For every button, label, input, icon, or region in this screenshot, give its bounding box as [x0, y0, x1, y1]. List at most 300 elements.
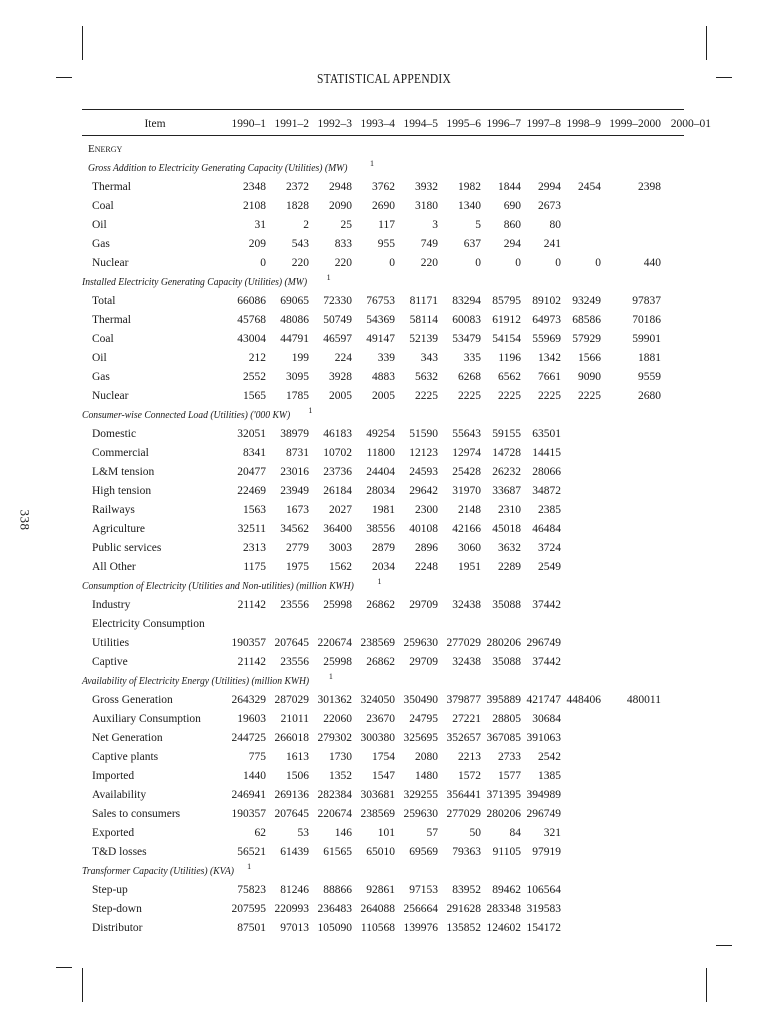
table-row — [82, 748, 711, 767]
table-cell: 2896 — [415, 542, 438, 554]
table-cell: 97153 — [409, 884, 438, 896]
table-cell: 59901 — [632, 333, 661, 345]
table-cell — [601, 539, 661, 558]
table-cell: 57 — [426, 827, 438, 839]
table-cell — [601, 615, 661, 634]
column-header-year: 1990–1 — [231, 118, 266, 130]
table-cell: 12974 — [452, 447, 481, 459]
table-cell: 50 — [469, 827, 481, 839]
column-header-year: 1997–8 — [526, 118, 561, 130]
table-cell: 325695 — [403, 732, 438, 744]
table-cell: 57929 — [572, 333, 601, 345]
table-row — [82, 881, 711, 900]
page-number: 338 — [17, 509, 33, 531]
table-cell: 301362 — [317, 694, 352, 706]
table-cell — [661, 634, 711, 653]
table-cell: 124602 — [486, 922, 521, 934]
table-cell: 207645 — [274, 808, 309, 820]
table-cell: 9090 — [578, 371, 601, 383]
table-cell: 2027 — [329, 504, 352, 516]
row-label: Oil — [92, 352, 107, 364]
table-cell: 259630 — [403, 808, 438, 820]
table-cell: 300380 — [360, 732, 395, 744]
table-cell: 335 — [463, 352, 481, 364]
table-cell — [661, 710, 711, 729]
row-label: Exported — [92, 827, 135, 839]
table-cell: 53 — [297, 827, 309, 839]
table-cell: 21142 — [237, 599, 266, 611]
row-label: Agriculture — [92, 523, 146, 535]
table-cell — [395, 615, 438, 634]
table-cell: 448406 — [566, 694, 601, 706]
table-cell: 26184 — [323, 485, 352, 497]
table-cell: 2225 — [538, 390, 561, 402]
row-label: T&D losses — [92, 846, 147, 858]
table-row — [82, 197, 711, 216]
table-cell: 543 — [291, 238, 309, 250]
table-cell: 83952 — [452, 884, 481, 896]
energy-heading-row — [82, 134, 711, 159]
table-cell — [601, 197, 661, 216]
table-cell: 2313 — [243, 542, 266, 554]
row-label: Utilities — [92, 637, 130, 649]
table-cell: 31 — [254, 219, 266, 231]
table-cell — [661, 539, 711, 558]
table-cell: 81246 — [280, 884, 309, 896]
table-cell — [601, 444, 661, 463]
table-cell — [561, 520, 601, 539]
crop-mark — [706, 968, 707, 1002]
table-cell: 26862 — [366, 599, 395, 611]
column-header-year: 1991–2 — [274, 118, 309, 130]
table-cell — [601, 748, 661, 767]
table-row — [82, 615, 711, 634]
table-cell: 190357 — [231, 637, 266, 649]
table-cell: 6562 — [498, 371, 521, 383]
table-cell: 46597 — [323, 333, 352, 345]
crop-mark — [82, 26, 83, 60]
table-cell: 2148 — [458, 504, 481, 516]
table-cell: 2948 — [329, 181, 352, 193]
table-cell: 10702 — [323, 447, 352, 459]
table-cell — [661, 292, 711, 311]
table-row — [82, 425, 711, 444]
table-cell: 212 — [248, 352, 266, 364]
row-label: L&M tension — [92, 466, 155, 478]
table-cell: 19603 — [237, 713, 266, 725]
table-cell — [661, 767, 711, 786]
table-cell: 29709 — [409, 599, 438, 611]
column-header-year: 1995–6 — [446, 118, 481, 130]
table-cell: 70186 — [632, 314, 661, 326]
statistical-table — [82, 114, 711, 938]
table-cell: 1673 — [286, 504, 309, 516]
row-label: Step-up — [92, 884, 128, 896]
column-header-year: 1998–9 — [566, 118, 601, 130]
table-cell: 3180 — [415, 200, 438, 212]
footnote-marker: 1 — [328, 672, 333, 682]
table-cell: 259630 — [403, 637, 438, 649]
table-cell: 135852 — [446, 922, 481, 934]
table-cell: 23670 — [366, 713, 395, 725]
table-cell — [661, 786, 711, 805]
row-label: Net Generation — [92, 732, 163, 744]
table-row — [82, 767, 711, 786]
table-cell: 264329 — [231, 694, 266, 706]
table-cell: 29642 — [409, 485, 438, 497]
table-cell — [601, 235, 661, 254]
table-cell — [561, 900, 601, 919]
table-row — [82, 178, 711, 197]
table-cell: 1547 — [372, 770, 395, 782]
section-heading-row — [82, 406, 711, 425]
table-cell: 3060 — [458, 542, 481, 554]
table-cell — [561, 558, 601, 577]
table-cell: 2733 — [498, 751, 521, 763]
table-row — [82, 710, 711, 729]
table-cell: 0 — [475, 257, 481, 269]
table-row — [82, 235, 711, 254]
table-cell — [661, 501, 711, 520]
table-cell — [438, 615, 481, 634]
table-cell — [561, 197, 601, 216]
table-row — [82, 843, 711, 862]
table-cell: 1506 — [286, 770, 309, 782]
table-cell: 2090 — [329, 200, 352, 212]
table-cell — [601, 786, 661, 805]
table-cell — [661, 368, 711, 387]
table-cell: 5 — [475, 219, 481, 231]
table-cell: 277029 — [446, 808, 481, 820]
table-cell: 110568 — [360, 922, 395, 934]
table-cell: 61565 — [323, 846, 352, 858]
table-cell: 3003 — [329, 542, 352, 554]
table-cell — [661, 482, 711, 501]
table-cell: 28805 — [492, 713, 521, 725]
table-cell — [661, 900, 711, 919]
table-row — [82, 539, 711, 558]
table-row — [82, 729, 711, 748]
table-cell — [561, 216, 601, 235]
section-title: Availability of Electricity Energy (Utilities) (million KWH) — [82, 676, 310, 687]
table-cell: 3762 — [372, 181, 395, 193]
table-cell: 2248 — [415, 561, 438, 573]
table-cell: 23556 — [280, 656, 309, 668]
table-cell: 207595 — [231, 903, 266, 915]
table-cell: 280206 — [486, 808, 521, 820]
table-cell: 264088 — [360, 903, 395, 915]
table-cell: 87501 — [237, 922, 266, 934]
table-cell: 220993 — [274, 903, 309, 915]
table-cell: 38979 — [280, 428, 309, 440]
table-cell: 105090 — [317, 922, 352, 934]
table-cell: 46484 — [532, 523, 561, 535]
table-cell: 48086 — [280, 314, 309, 326]
table-cell: 379877 — [446, 694, 481, 706]
table-cell: 32438 — [452, 599, 481, 611]
table-cell: 2225 — [458, 390, 481, 402]
table-cell — [661, 235, 711, 254]
table-cell: 199 — [291, 352, 309, 364]
table-row — [82, 805, 711, 824]
table-cell — [561, 824, 601, 843]
table-cell: 2080 — [415, 751, 438, 763]
table-cell: 2385 — [538, 504, 561, 516]
table-cell: 3724 — [538, 542, 561, 554]
table-cell — [561, 843, 601, 862]
table-cell: 220 — [420, 257, 438, 269]
table-cell: 30684 — [532, 713, 561, 725]
table-cell: 224 — [334, 352, 352, 364]
table-cell: 440 — [643, 257, 661, 269]
table-row — [82, 463, 711, 482]
table-cell: 59155 — [492, 428, 521, 440]
table-cell: 69569 — [409, 846, 438, 858]
table-cell: 25 — [340, 219, 352, 231]
table-cell — [561, 881, 601, 900]
table-cell: 775 — [248, 751, 266, 763]
table-row — [82, 520, 711, 539]
table-row — [82, 786, 711, 805]
table-cell: 343 — [420, 352, 438, 364]
table-cell: 46183 — [323, 428, 352, 440]
table-cell: 280206 — [486, 637, 521, 649]
section-heading-row — [82, 577, 711, 596]
section-heading-row — [82, 159, 711, 178]
table-cell: 1196 — [498, 352, 521, 364]
table-top-rule — [82, 109, 684, 110]
table-cell: 2289 — [498, 561, 521, 573]
table-cell: 2300 — [415, 504, 438, 516]
table-cell: 21142 — [237, 656, 266, 668]
table-cell: 1440 — [243, 770, 266, 782]
table-cell — [601, 501, 661, 520]
row-label: All Other — [92, 561, 136, 573]
row-label: Total — [92, 295, 116, 307]
table-cell: 25428 — [452, 466, 481, 478]
table-cell: 3932 — [415, 181, 438, 193]
table-cell: 65010 — [366, 846, 395, 858]
table-cell: 1881 — [638, 352, 661, 364]
table-cell: 2994 — [538, 181, 561, 193]
table-cell: 1754 — [372, 751, 395, 763]
table-cell: 61912 — [492, 314, 521, 326]
table-cell — [661, 216, 711, 235]
table-cell — [561, 425, 601, 444]
table-cell: 241 — [543, 238, 561, 250]
table-cell: 35088 — [492, 656, 521, 668]
table-cell — [661, 558, 711, 577]
table-cell — [661, 691, 711, 710]
table-cell: 294 — [503, 238, 521, 250]
table-cell: 321 — [543, 827, 561, 839]
table-cell: 22060 — [323, 713, 352, 725]
row-label: Nuclear — [92, 390, 129, 402]
table-cell: 12123 — [409, 447, 438, 459]
table-cell: 2 — [303, 219, 309, 231]
table-cell: 58114 — [409, 314, 438, 326]
table-row — [82, 653, 711, 672]
table-cell: 38556 — [366, 523, 395, 535]
table-row — [82, 368, 711, 387]
table-cell: 2673 — [538, 200, 561, 212]
table-cell: 220674 — [317, 637, 352, 649]
table-cell: 279302 — [317, 732, 352, 744]
table-cell: 9559 — [638, 371, 661, 383]
table-cell — [561, 235, 601, 254]
table-cell: 0 — [260, 257, 266, 269]
table-cell: 26232 — [492, 466, 521, 478]
table-cell: 339 — [377, 352, 395, 364]
table-cell: 88866 — [323, 884, 352, 896]
table-cell: 51590 — [409, 428, 438, 440]
table-cell: 3928 — [329, 371, 352, 383]
table-cell — [601, 425, 661, 444]
table-cell: 287029 — [274, 694, 309, 706]
table-row — [82, 292, 711, 311]
section-title: Installed Electricity Generating Capacity (Utilities) (MW) — [82, 277, 308, 288]
crop-mark — [716, 945, 732, 946]
table-cell: 35088 — [492, 599, 521, 611]
table-cell — [561, 653, 601, 672]
table-cell — [661, 919, 711, 938]
table-cell: 371395 — [486, 789, 521, 801]
table-cell: 2005 — [372, 390, 395, 402]
table-row — [82, 254, 711, 273]
table-cell: 69065 — [280, 295, 309, 307]
table-cell: 3 — [432, 219, 438, 231]
table-cell: 2108 — [243, 200, 266, 212]
table-cell: 34872 — [532, 485, 561, 497]
table-cell: 49254 — [366, 428, 395, 440]
table-cell: 329255 — [403, 789, 438, 801]
table-cell: 24404 — [366, 466, 395, 478]
table-cell: 1577 — [498, 770, 521, 782]
table-cell: 89462 — [492, 884, 521, 896]
table-cell: 45768 — [237, 314, 266, 326]
table-cell: 220674 — [317, 808, 352, 820]
table-row — [82, 691, 711, 710]
table-cell — [561, 482, 601, 501]
table-cell — [661, 843, 711, 862]
table-cell: 2348 — [243, 181, 266, 193]
table-header — [82, 114, 711, 134]
table-cell — [601, 881, 661, 900]
table-cell: 97919 — [532, 846, 561, 858]
row-label: Imported — [92, 770, 135, 782]
table-cell — [601, 824, 661, 843]
table-cell — [561, 539, 601, 558]
table-cell: 76753 — [366, 295, 395, 307]
table-cell: 83294 — [452, 295, 481, 307]
crop-mark — [706, 26, 707, 60]
table-cell — [601, 805, 661, 824]
table-cell: 2549 — [538, 561, 561, 573]
section-title: Consumer-wise Connected Load (Utilities) ('000 KW) — [82, 410, 291, 421]
table-cell: 296749 — [526, 637, 561, 649]
table-cell: 190357 — [231, 808, 266, 820]
table-cell: 1981 — [372, 504, 395, 516]
table-cell: 2225 — [578, 390, 601, 402]
table-cell: 23016 — [280, 466, 309, 478]
table-row — [82, 330, 711, 349]
table-cell: 246941 — [231, 789, 266, 801]
table-cell — [601, 653, 661, 672]
section-title: Gross Addition to Electricity Generating Capacity (Utilities) (MW) — [88, 163, 348, 174]
table-cell: 54369 — [366, 314, 395, 326]
row-label: Thermal — [92, 314, 131, 326]
table-cell: 256664 — [403, 903, 438, 915]
table-cell: 6268 — [458, 371, 481, 383]
table-cell: 3095 — [286, 371, 309, 383]
table-row — [82, 216, 711, 235]
table-cell: 32511 — [237, 523, 266, 535]
column-header-year: 1993–4 — [360, 118, 395, 130]
table-cell: 21011 — [280, 713, 309, 725]
table-cell: 2310 — [498, 504, 521, 516]
table-cell: 31970 — [452, 485, 481, 497]
table-cell: 0 — [555, 257, 561, 269]
table-cell: 2225 — [498, 390, 521, 402]
table-cell: 32051 — [237, 428, 266, 440]
table-cell: 2454 — [578, 181, 601, 193]
table-cell — [561, 501, 601, 520]
table-cell: 97837 — [632, 295, 661, 307]
table-cell: 209 — [248, 238, 266, 250]
table-cell — [661, 330, 711, 349]
table-cell — [561, 786, 601, 805]
row-label: Commercial — [92, 447, 149, 459]
table-cell: 84 — [509, 827, 521, 839]
table-cell: 61439 — [280, 846, 309, 858]
table-cell — [601, 710, 661, 729]
table-cell: 220 — [334, 257, 352, 269]
section-title: Transformer Capacity (Utilities) (KVA) — [82, 866, 234, 877]
table-cell: 2542 — [538, 751, 561, 763]
row-label: Captive plants — [92, 751, 159, 763]
table-cell: 154172 — [526, 922, 561, 934]
row-label: Public services — [92, 542, 162, 554]
table-cell: 45018 — [492, 523, 521, 535]
table-cell: 1844 — [498, 181, 521, 193]
table-cell: 356441 — [446, 789, 481, 801]
table-cell: 277029 — [446, 637, 481, 649]
table-cell — [661, 881, 711, 900]
table-cell: 0 — [595, 257, 601, 269]
column-header-year: 2000–01 — [670, 118, 711, 130]
table-row — [82, 349, 711, 368]
table-cell: 97013 — [280, 922, 309, 934]
table-cell — [661, 729, 711, 748]
table-cell: 101 — [377, 827, 395, 839]
table-cell: 1352 — [329, 770, 352, 782]
table-cell: 1175 — [243, 561, 266, 573]
table-cell: 22469 — [237, 485, 266, 497]
table-cell: 1480 — [415, 770, 438, 782]
row-label: Availability — [92, 789, 147, 801]
table-cell — [561, 919, 601, 938]
table-cell: 1951 — [458, 561, 481, 573]
table-cell: 421747 — [526, 694, 561, 706]
table-row — [82, 482, 711, 501]
table-cell: 27221 — [452, 713, 481, 725]
table-cell — [561, 729, 601, 748]
table-row — [82, 900, 711, 919]
table-cell: 1565 — [243, 390, 266, 402]
table-cell — [601, 634, 661, 653]
table-cell — [561, 710, 601, 729]
table-cell: 394989 — [526, 789, 561, 801]
